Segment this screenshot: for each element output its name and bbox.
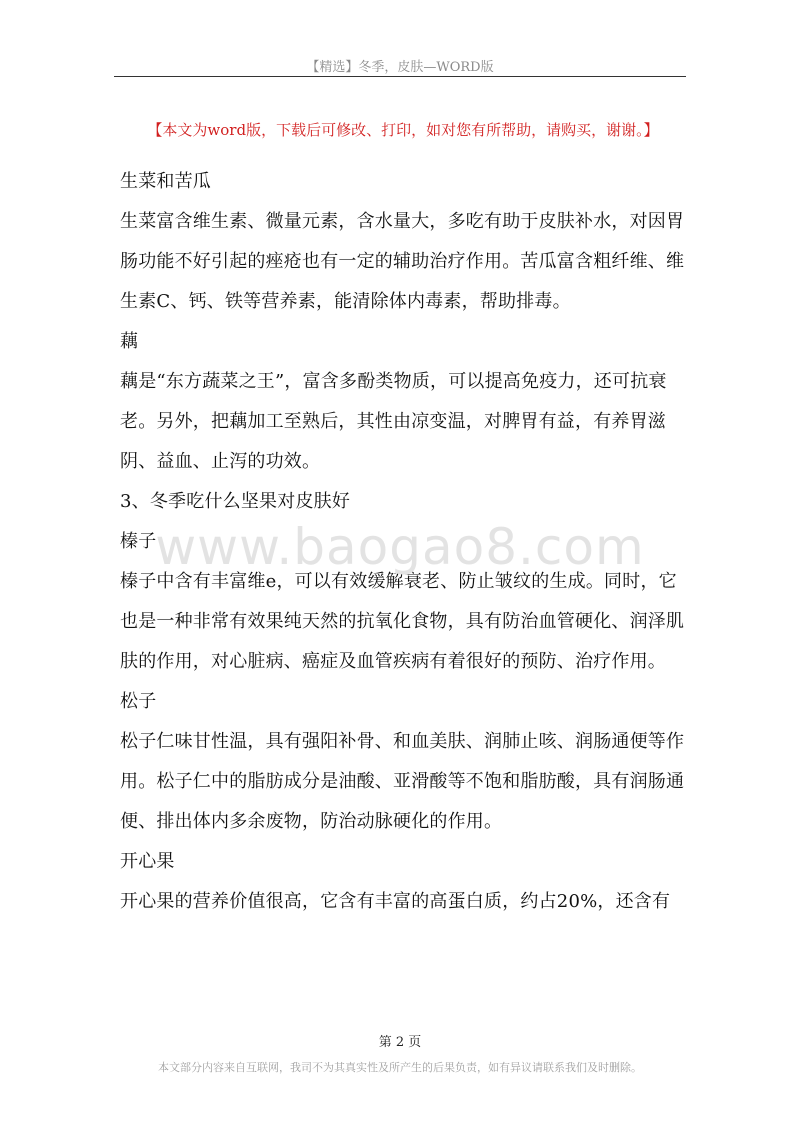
download-notice: 【本文为word版，下载后可修改、打印，如对您有所帮助，请购买，谢谢。】 bbox=[147, 121, 659, 139]
paragraph-lettuce-bitter-melon: 生菜富含维生素、微量元素，含水量大，多吃有助于皮肤补水，对因胃肠功能不好引起的痤疮也有一定的辅助治疗作用。苦瓜富含粗纤维、维生素C、钙、铁等营养素，能清除体内毒素，帮助排毒。 bbox=[120, 211, 685, 312]
paragraph-lotus-root: 藕是“东方蔬菜之王”，富含多酚类物质，可以提高免疫力，还可抗衰老。另外，把藕加工至熟后，其性由凉变温，对脾胃有益，有养胃滋阴、益血、止泻的功效。 bbox=[120, 371, 667, 472]
watermark-text: www.baogao8.com bbox=[155, 518, 645, 576]
heading-lotus-root: 藕 bbox=[120, 331, 139, 352]
section-heading-nuts: 3、冬季吃什么坚果对皮肤好 bbox=[120, 491, 351, 512]
footer-disclaimer: 本文部分内容来自互联网，我司不为其真实性及所产生的后果负责，如有异议请联系我们及时删除。 bbox=[158, 1061, 642, 1074]
page-header-title: 【精选】冬季，皮肤—WORD版 bbox=[306, 60, 494, 75]
heading-lettuce-bitter-melon: 生菜和苦瓜 bbox=[120, 171, 211, 192]
paragraph-hazelnut: 榛子中含有丰富维e，可以有效缓解衰老、防止皱纹的生成。同时，它也是一种非常有效果纯天然的抗氧化食物，具有防治血管硬化、润泽肌肤的作用，对心脏病、癌症及血管疾病有着很好的预防、治疗作用。 bbox=[120, 571, 685, 672]
heading-pine-nut: 松子 bbox=[120, 691, 157, 712]
header-divider bbox=[114, 76, 686, 77]
paragraph-pistachio: 开心果的营养价值很高，它含有丰富的高蛋白质，约占20%，还含有 bbox=[120, 891, 671, 912]
page-number: 第 2 页 bbox=[378, 1035, 422, 1050]
heading-hazelnut: 榛子 bbox=[120, 531, 157, 552]
document-body bbox=[120, 162, 686, 922]
heading-pistachio: 开心果 bbox=[120, 851, 175, 872]
paragraph-pine-nut: 松子仁味甘性温，具有强阳补骨、和血美肤、润肺止咳、润肠通便等作用。松子仁中的脂肪成分是油酸、亚滑酸等不饱和脂肪酸，具有润肠通便、排出体内多余废物，防治动脉硬化的作用。 bbox=[120, 731, 685, 832]
